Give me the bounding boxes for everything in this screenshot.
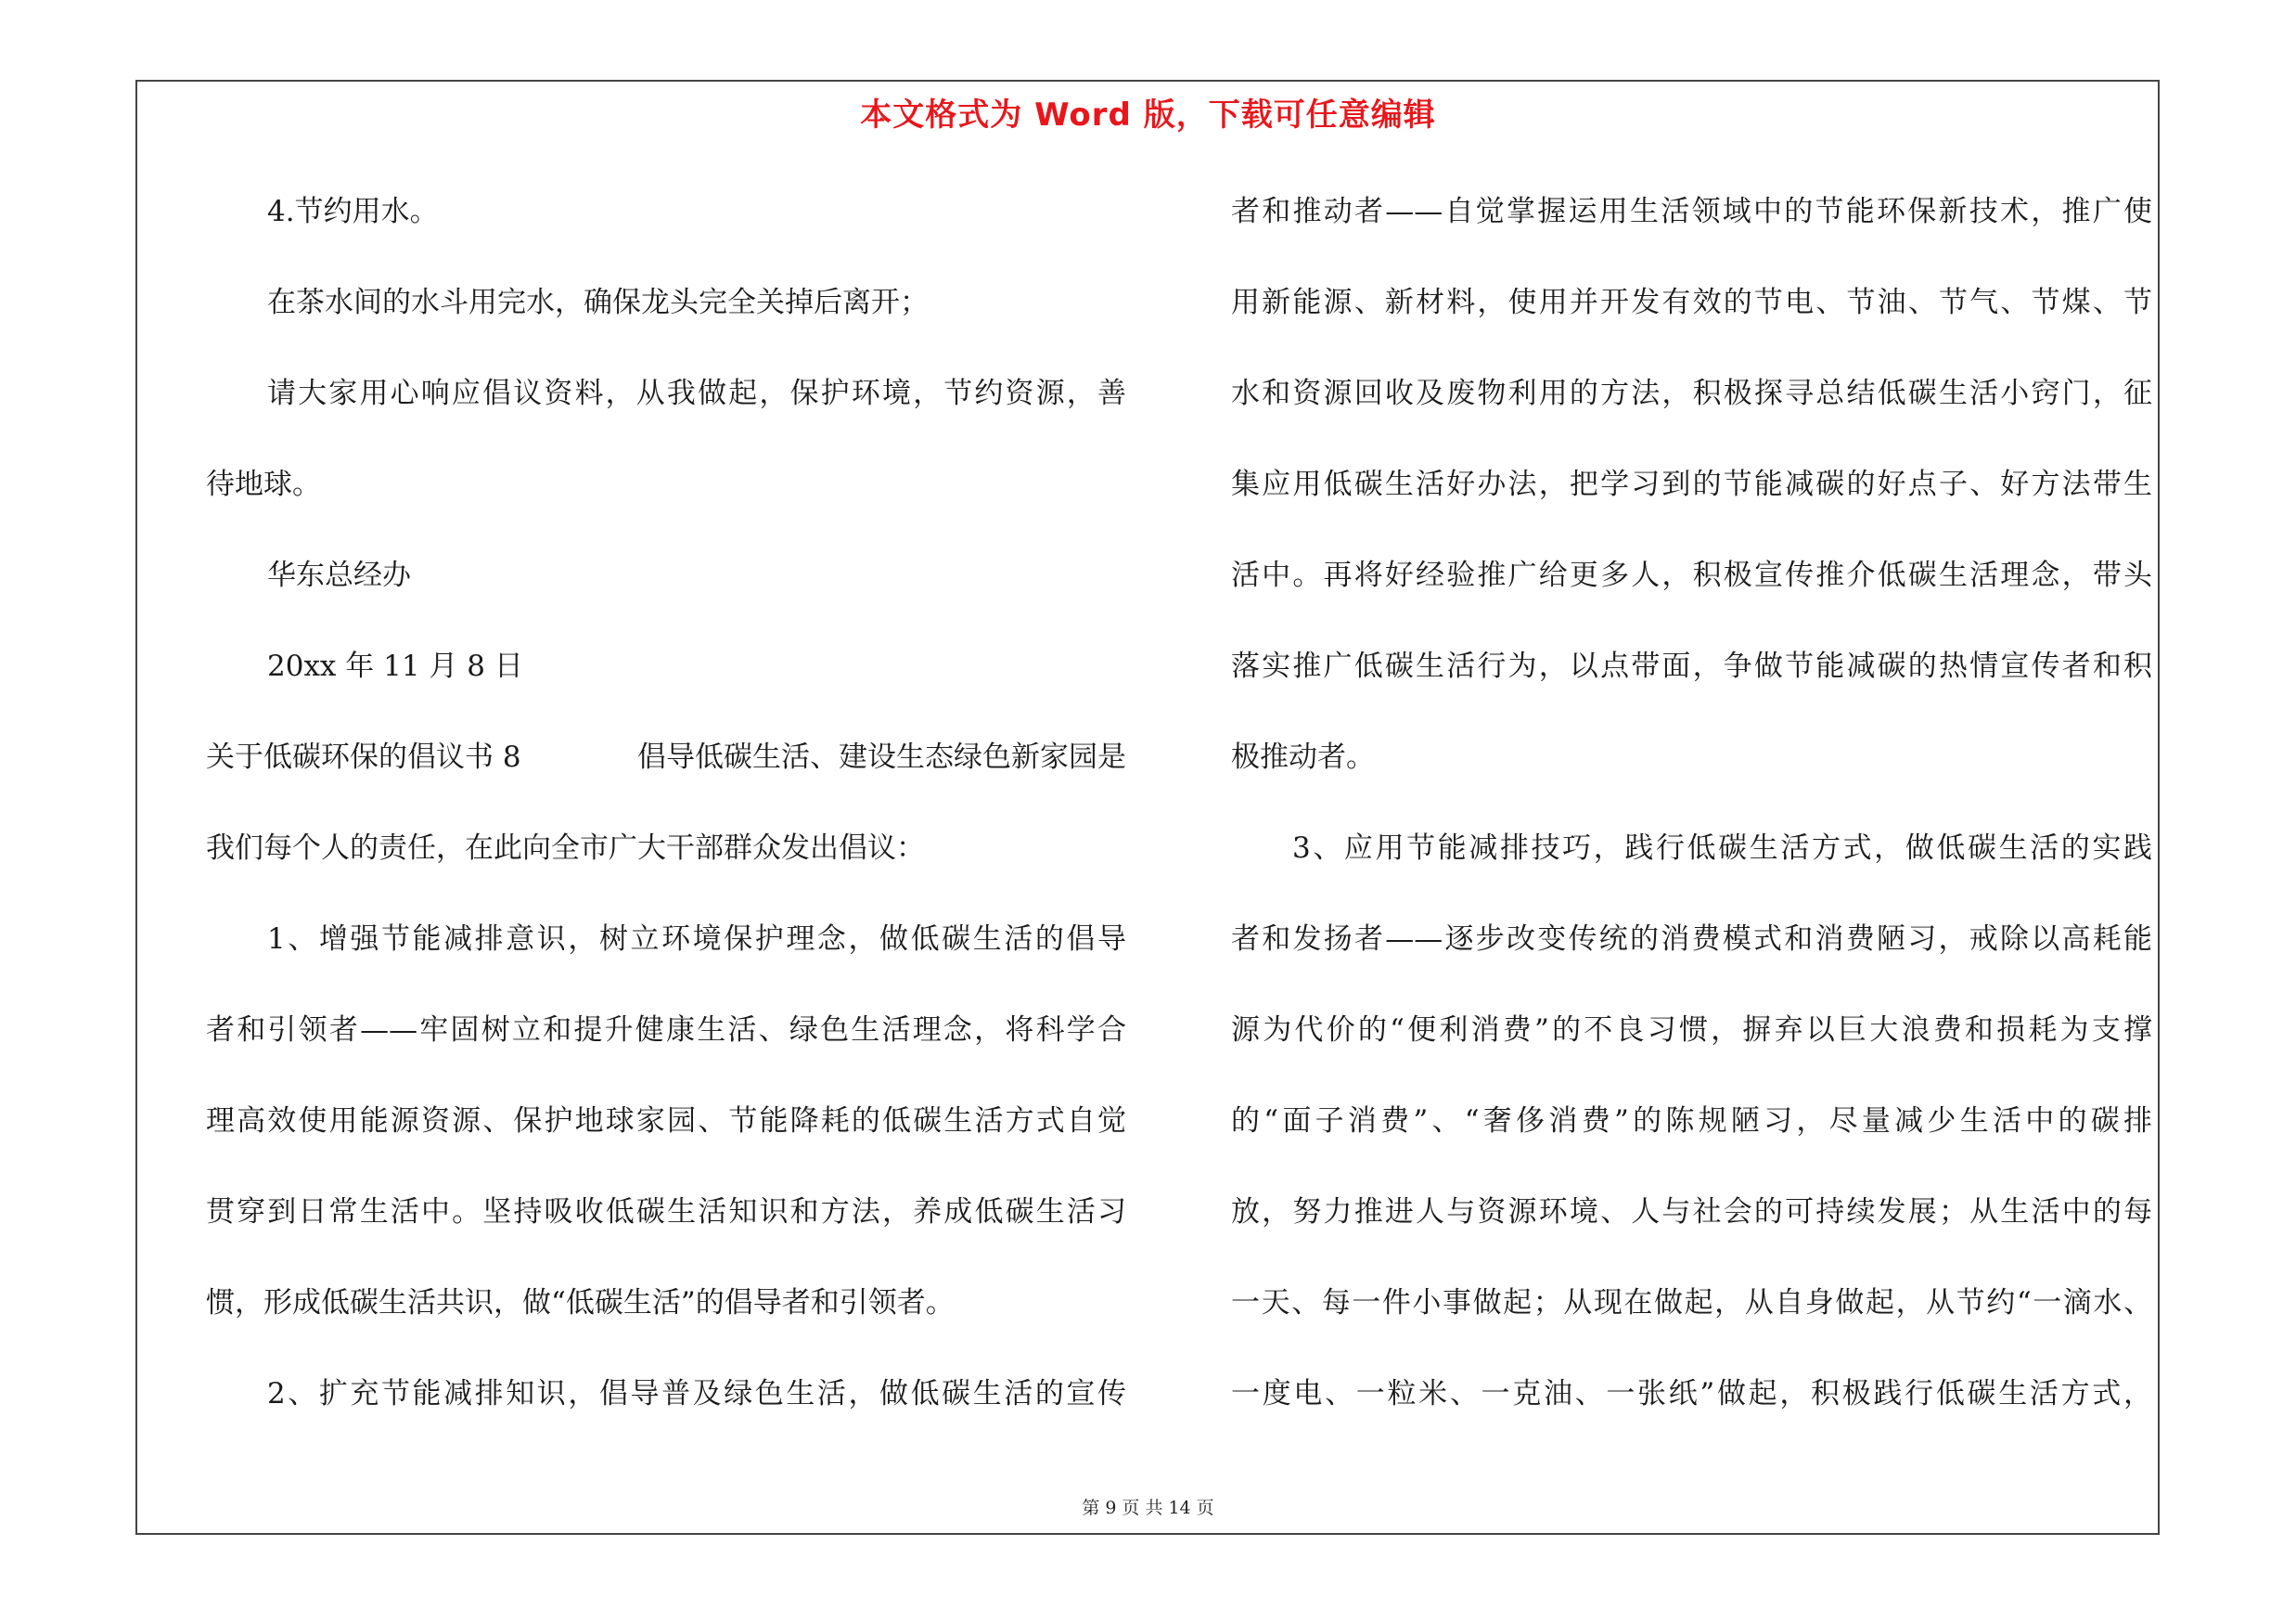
paragraph-line: 一度电、一粒米、一克油、一张纸”做起，积极践行低碳生活方式， — [1231, 1377, 2152, 1410]
paragraph-line: 2、扩充节能减排知识，倡导普及绿色生活，做低碳生活的宣传 — [267, 1377, 1126, 1410]
signature-date: 20xx 年 11 月 8 日 — [267, 650, 523, 683]
paragraph-line: 理高效使用能源资源、保护地球家园、节能降耗的低碳生活方式自觉 — [206, 1104, 1126, 1138]
page-number-footer — [0, 1494, 2296, 1519]
right-column — [1231, 181, 2152, 1454]
section-heading: 关于低碳环保的倡议书 8 — [206, 741, 521, 774]
total-pages: 14 — [1168, 1498, 1191, 1518]
section-heading-line — [206, 727, 1126, 818]
signature-org: 华东总经办 — [267, 559, 411, 592]
paragraph-line: 惯，形成低碳生活共识，做“低碳生活”的倡导者和引领者。 — [206, 1286, 955, 1320]
paragraph-line: 放，努力推进人与资源环境、人与社会的可持续发展；从生活中的每 — [1231, 1195, 2152, 1229]
paragraph-line: 水和资源回收及废物利用的方法，积极探寻总结低碳生活小窍门，征 — [1231, 377, 2152, 410]
paragraph-line: 活中。再将好经验推广给更多人，积极宣传推介低碳生活理念，带头 — [1231, 559, 2152, 592]
paragraph-line: 的“面子消费”、“奢侈消费”的陈规陋习，尽量减少生活中的碳排 — [1231, 1104, 2152, 1138]
paragraph-line: 待地球。 — [206, 468, 321, 501]
paragraph-line: 请大家用心响应倡议资料，从我做起，保护环境，节约资源，善 — [267, 377, 1126, 410]
footer-middle: 页 共 — [1122, 1498, 1163, 1518]
paragraph-line: 者和发扬者——逐步改变传统的消费模式和消费陋习，戒除以高耗能 — [1231, 922, 2152, 956]
paragraph-line: 者和推动者——自觉掌握运用生活领域中的节能环保新技术，推广使 — [1231, 195, 2152, 228]
format-banner: 本文格式为 Word 版，下载可任意编辑 — [860, 97, 1436, 134]
paragraph-line: 1、增强节能减排意识，树立环境保护理念，做低碳生活的倡导 — [267, 922, 1126, 956]
paragraph-line: 落实推广低碳生活行为，以点带面，争做节能减碳的热情宣传者和积 — [1231, 650, 2152, 683]
paragraph-line: 贯穿到日常生活中。坚持吸收低碳生活知识和方法，养成低碳生活习 — [206, 1195, 1126, 1229]
paragraph-line: 源为代价的“便利消费”的不良习惯，摒弃以巨大浪费和损耗为支撑 — [1231, 1013, 2152, 1047]
paragraph-line: 4.节约用水。 — [267, 195, 439, 228]
paragraph-line: 一天、每一件小事做起；从现在做起，从自身做起，从节约“一滴水、 — [1231, 1286, 2152, 1320]
paragraph-line: 我们每个人的责任，在此向全市广大干部群众发出倡议： — [206, 831, 925, 865]
paragraph-line: 3、应用节能减排技巧，践行低碳生活方式，做低碳生活的实践 — [1292, 831, 2152, 865]
paragraph-line: 用新能源、新材料，使用并开发有效的节电、节油、节气、节煤、节 — [1231, 286, 2152, 319]
paragraph-line: 集应用低碳生活好办法，把学习到的节能减碳的好点子、好方法带生 — [1231, 468, 2152, 501]
current-page: 9 — [1105, 1498, 1117, 1518]
footer-prefix: 第 — [1082, 1498, 1100, 1518]
paragraph-line: 倡导低碳生活、建设生态绿色新家园是 — [637, 741, 1126, 774]
footer-suffix: 页 — [1196, 1498, 1214, 1518]
paragraph-line: 在茶水间的水斗用完水，确保龙头完全关掉后离开； — [267, 286, 929, 319]
paragraph-line: 者和引领者——牢固树立和提升健康生活、绿色生活理念，将科学合 — [206, 1013, 1126, 1047]
paragraph-line: 极推动者。 — [1231, 741, 1375, 774]
left-column — [206, 181, 1126, 1454]
